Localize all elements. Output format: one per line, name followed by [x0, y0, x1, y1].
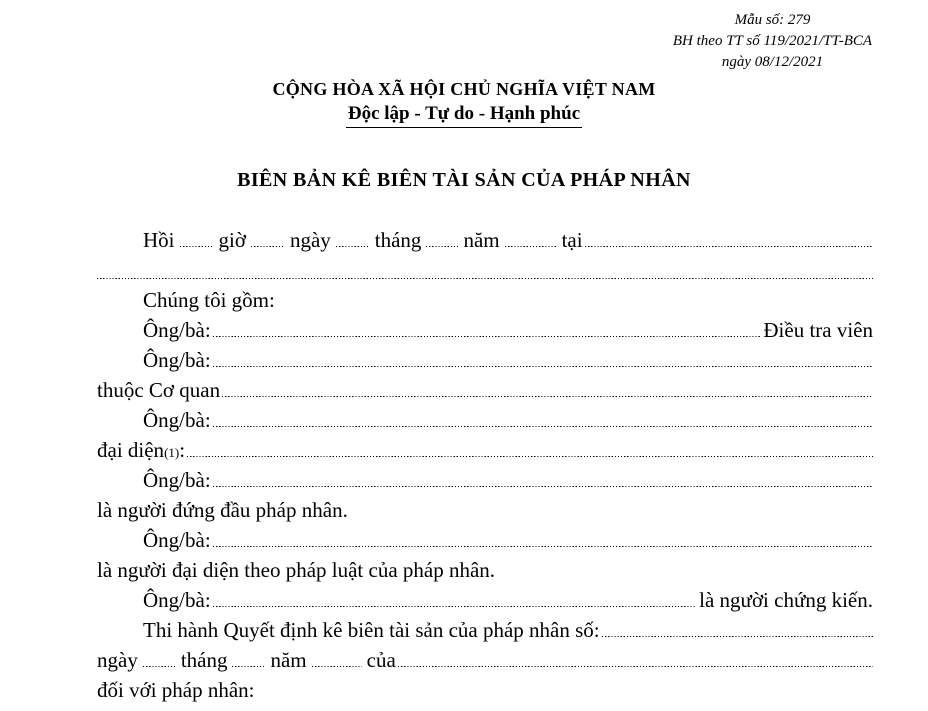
national-motto [0, 103, 928, 128]
mr-mrs-label: Ông/bà: [143, 588, 211, 612]
label-month: tháng [180, 648, 228, 672]
officer-name-blank [213, 485, 873, 487]
hour-blank [180, 245, 214, 247]
form-issue-date: ngày 08/12/2021 [721, 54, 824, 70]
we-include-line [97, 285, 873, 315]
legal-representative-line [97, 555, 873, 585]
agency-line [97, 375, 873, 405]
witness-line [97, 585, 873, 615]
label-month: tháng [374, 228, 422, 252]
decision-label: Thi hành Quyết định kê biên tài sản của pháp nhân số: [143, 618, 600, 642]
entity-line [97, 675, 873, 705]
officer-line-2 [97, 345, 873, 375]
investigator-role-label: Điều tra viên [763, 318, 873, 342]
label-hour: Hồi [143, 228, 175, 252]
colon: : [179, 438, 186, 462]
officer-line-4 [97, 465, 873, 495]
continuation-blank [97, 277, 873, 279]
label-hour-unit: giờ [218, 228, 246, 252]
minute-blank [251, 245, 285, 247]
legal-representative-label: là người đại diện theo pháp luật của pháp nhân. [97, 558, 496, 582]
label-of: của [366, 648, 396, 672]
agency-name-blank [222, 395, 873, 397]
month-blank [426, 245, 458, 247]
witness-name-blank [213, 605, 697, 607]
officer-name-blank [213, 425, 873, 427]
officer-name-blank [213, 545, 873, 547]
mr-mrs-label: Ông/bà: [143, 348, 211, 372]
issuing-authority-blank [398, 665, 873, 667]
we-include-label: Chúng tôi gồm: [143, 288, 275, 312]
mr-mrs-label: Ông/bà: [143, 318, 211, 342]
place-blank [585, 245, 873, 247]
investigator-name-blank [213, 335, 761, 337]
officer-name-blank [213, 365, 873, 367]
representative-line: đại diện (1) : [97, 435, 873, 465]
form-number-block [665, 10, 880, 73]
officer-line-3 [97, 405, 873, 435]
document-body [0, 225, 928, 705]
label-day: ngày [97, 648, 138, 672]
continuation-dotted-line [97, 255, 873, 285]
mr-mrs-label: Ông/bà: [143, 528, 211, 552]
agency-label: thuộc Cơ quan [97, 378, 221, 402]
day-blank [336, 245, 370, 247]
representative-label: đại diện [97, 438, 165, 462]
form-circular-reference: BH theo TT số 119/2021/TT-BCA [672, 33, 873, 49]
year-blank [312, 665, 362, 667]
decision-line [97, 615, 873, 645]
label-year: năm [463, 228, 500, 252]
national-title: CỘNG HÒA XÃ HỘI CHỦ NGHĨA VIỆT NAM [272, 79, 656, 99]
head-of-entity-label: là người đứng đầu pháp nhân. [97, 498, 348, 522]
year-blank [505, 245, 557, 247]
decision-number-blank [602, 635, 873, 637]
officer-line-5 [97, 525, 873, 555]
document-title: BIÊN BẢN KÊ BIÊN TÀI SẢN CỦA PHÁP NHÂN [237, 169, 691, 191]
form-number: Mẫu số: 279 [734, 12, 811, 28]
representative-name-blank [187, 455, 873, 457]
entity-label: đối với pháp nhân: [97, 678, 255, 702]
witness-role-label: là người chứng kiến. [699, 588, 873, 612]
investigator-line [97, 315, 873, 345]
head-of-entity-line [97, 495, 873, 525]
mr-mrs-label: Ông/bà: [143, 468, 211, 492]
month-blank [232, 665, 265, 667]
label-place: tại [561, 228, 583, 252]
day-blank [143, 665, 176, 667]
national-motto-text: Độc lập - Tự do - Hạnh phúc [346, 103, 582, 128]
decision-date-line [97, 645, 873, 675]
label-day: ngày [289, 228, 331, 252]
mr-mrs-label: Ông/bà: [143, 408, 211, 432]
time-place-line [97, 225, 873, 255]
label-year: năm [270, 648, 307, 672]
